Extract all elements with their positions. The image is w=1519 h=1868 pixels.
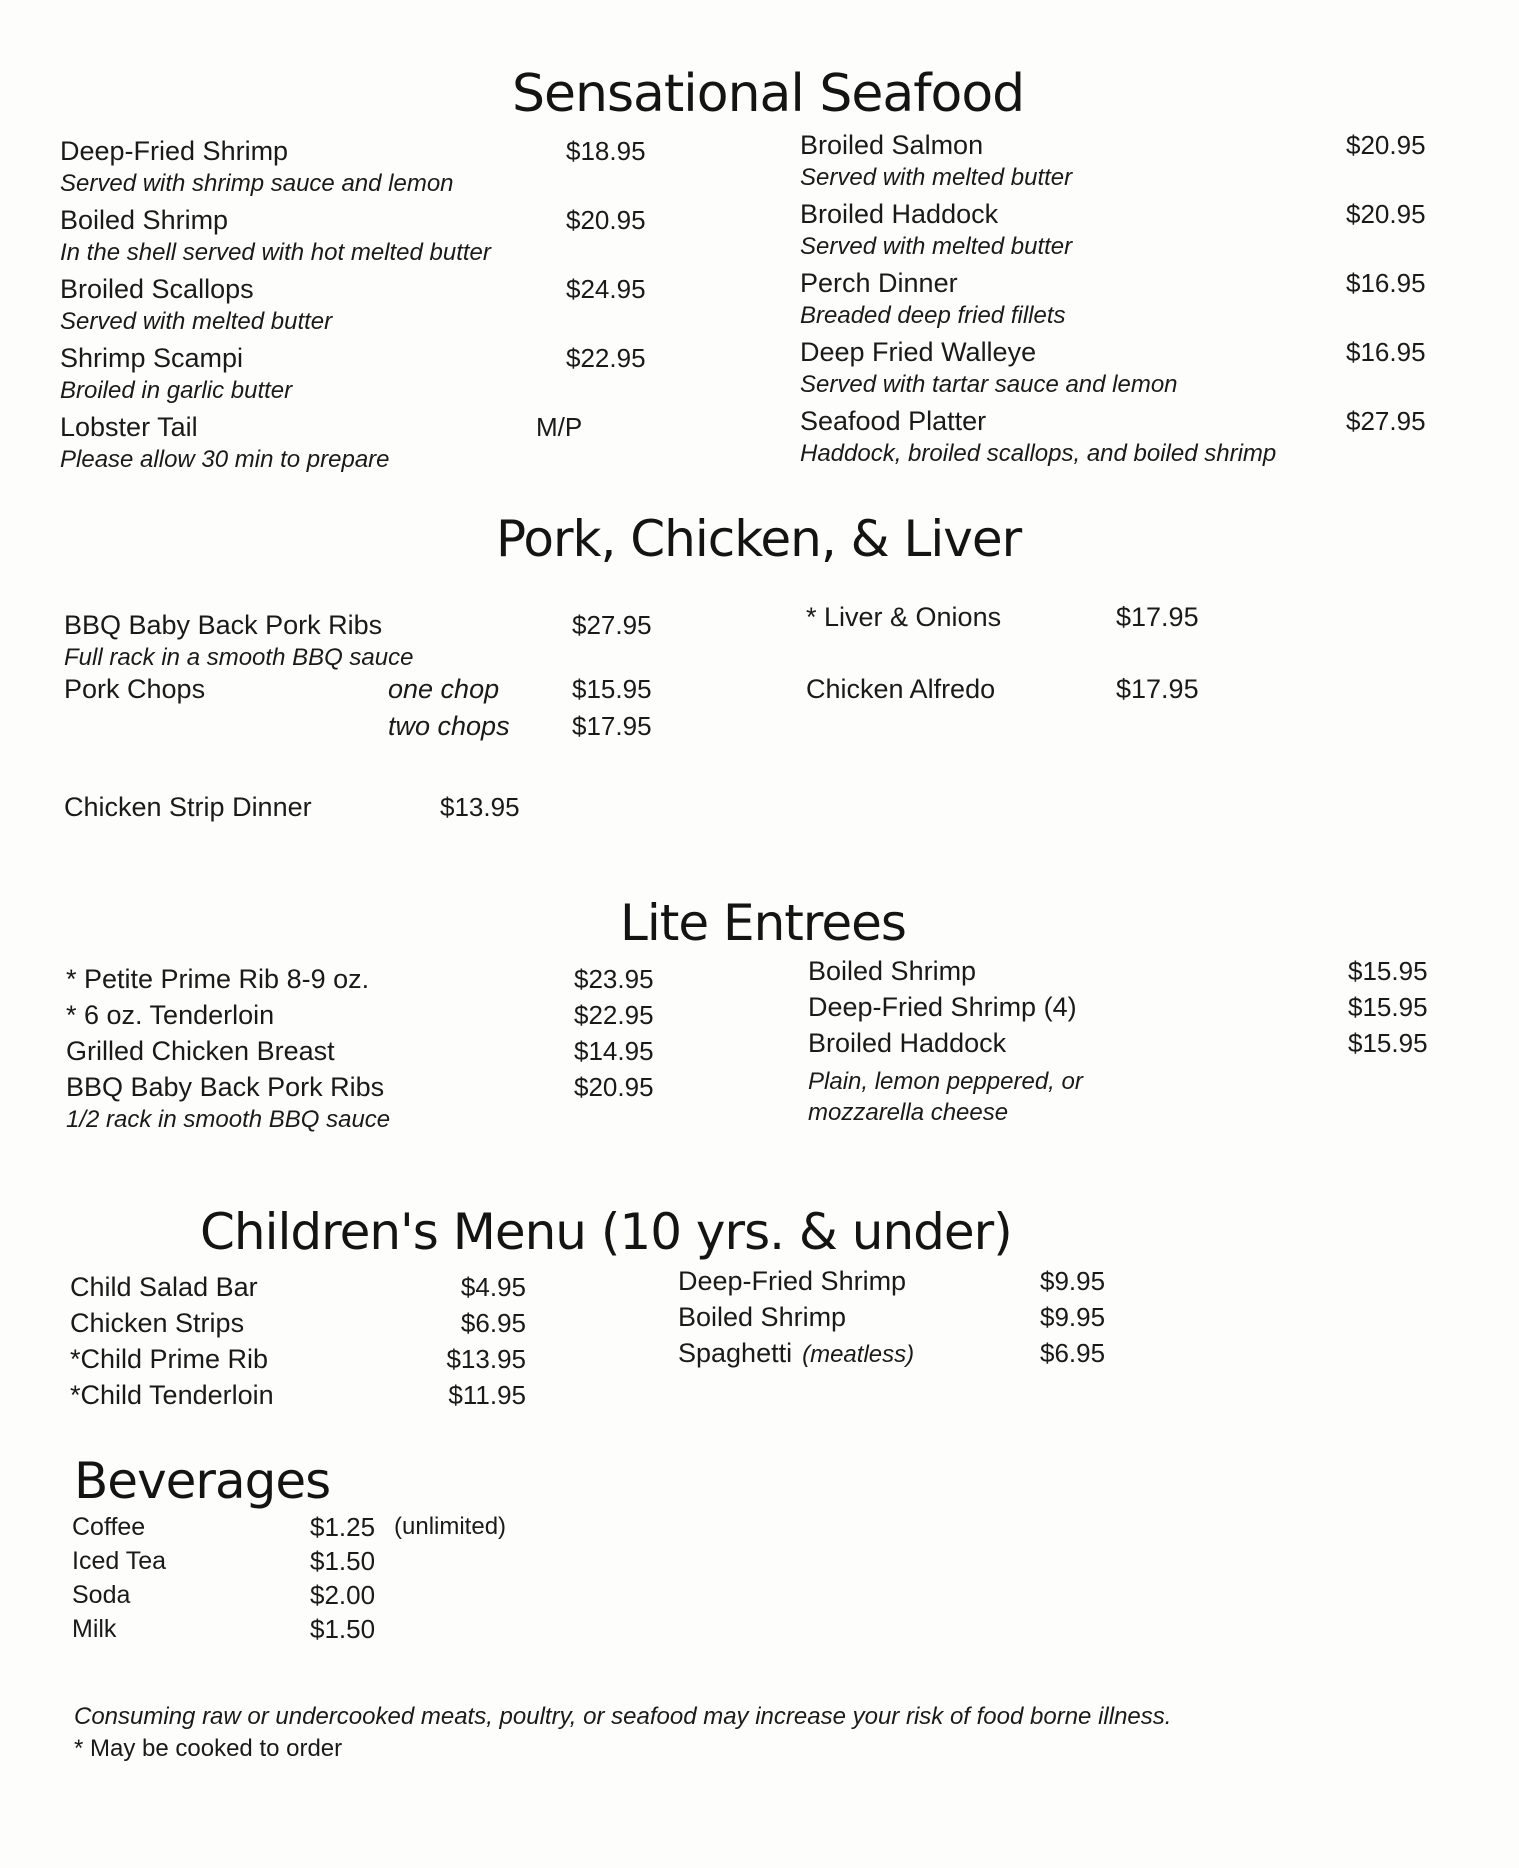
beverages-list <box>72 1510 572 1646</box>
item-name: Perch Dinner <box>800 268 958 298</box>
item-price: $1.50 <box>310 1546 376 1576</box>
item-variant-row <box>64 709 684 746</box>
item-name: Pork Chops <box>64 674 206 704</box>
menu-item <box>806 672 1306 744</box>
item-name: Iced Tea <box>72 1547 167 1575</box>
item-price: $15.95 <box>572 674 652 704</box>
menu-item <box>64 608 684 672</box>
item-price: $13.95 <box>440 792 520 822</box>
pork-heading: Pork, Chicken, & Liver <box>496 510 1022 568</box>
item-description: Please allow 30 min to prepare <box>60 446 390 473</box>
item-name: *Child Prime Rib <box>70 1344 269 1374</box>
item-name: Milk <box>72 1615 117 1643</box>
item-price: $17.95 <box>572 711 652 741</box>
item-name: Broiled Scallops <box>60 274 254 304</box>
item-name: Broiled Haddock <box>800 199 999 229</box>
item-note: (meatless) <box>802 1341 915 1368</box>
item-price: $11.95 <box>448 1380 526 1410</box>
item-description: Served with melted butter <box>800 233 1073 260</box>
item-price: $20.95 <box>574 1072 654 1102</box>
menu-item <box>64 790 664 824</box>
item-name: BBQ Baby Back Pork Ribs <box>64 610 383 640</box>
item-price: $15.95 <box>1348 956 1428 986</box>
beverage-item <box>72 1510 572 1544</box>
item-price: $22.95 <box>566 343 646 373</box>
item-name: Boiled Shrimp <box>678 1302 847 1332</box>
menu-item <box>66 962 686 998</box>
item-price: $13.95 <box>446 1344 526 1374</box>
item-price: $17.95 <box>1116 674 1199 704</box>
menu-item <box>66 1034 686 1070</box>
pork-right-column <box>806 600 1306 744</box>
item-price: M/P <box>536 412 583 442</box>
item-price: $14.95 <box>574 1036 654 1066</box>
menu-item <box>808 990 1448 1026</box>
seafood-left-column <box>60 134 700 479</box>
item-name: Deep-Fried Shrimp <box>678 1266 907 1296</box>
beverages-heading: Beverages <box>74 1452 331 1510</box>
beverage-item <box>72 1544 572 1578</box>
item-description: Served with melted butter <box>800 164 1073 191</box>
menu-item <box>70 1270 526 1306</box>
item-name: Deep-Fried Shrimp (4) <box>808 992 1077 1022</box>
menu-item <box>66 998 686 1034</box>
cooked-to-order-note: * May be cooked to order <box>74 1735 343 1762</box>
item-name: Grilled Chicken Breast <box>66 1036 335 1066</box>
menu-item <box>800 197 1440 266</box>
lite-left-column <box>66 962 686 1136</box>
item-description: Broiled in garlic butter <box>60 377 293 404</box>
item-price: $16.95 <box>1346 337 1426 367</box>
children-right-column <box>678 1264 1112 1372</box>
menu-item <box>70 1306 526 1342</box>
item-name: Chicken Strip Dinner <box>64 792 312 822</box>
item-name: Deep-Fried Shrimp <box>60 136 289 166</box>
item-description: Haddock, broiled scallops, and boiled shrimp <box>800 440 1277 467</box>
menu-item <box>60 341 700 410</box>
menu-item <box>808 954 1448 990</box>
item-price: $9.95 <box>1040 1266 1106 1296</box>
footer-notes <box>74 1700 1374 1764</box>
item-name: Deep Fried Walleye <box>800 337 1037 367</box>
item-description: mozzarella cheese <box>808 1099 1009 1126</box>
beverage-item <box>72 1612 572 1646</box>
seafood-right-column <box>800 128 1440 473</box>
item-price: $18.95 <box>566 136 646 166</box>
menu-item <box>808 1026 1448 1062</box>
item-name: Broiled Haddock <box>808 1028 1007 1058</box>
item-description: Breaded deep fried fillets <box>800 302 1066 329</box>
item-price: $1.50 <box>310 1614 376 1644</box>
item-price: $9.95 <box>1040 1302 1106 1332</box>
item-name: *Child Tenderloin <box>70 1380 274 1410</box>
menu-item <box>70 1378 526 1414</box>
pork-strip-row <box>64 790 664 824</box>
item-price: $27.95 <box>572 610 652 640</box>
menu-item <box>678 1336 1112 1372</box>
item-price: $6.95 <box>460 1308 526 1338</box>
menu-item <box>60 134 700 203</box>
menu-item <box>678 1264 1112 1300</box>
item-name: Spaghetti <box>678 1338 793 1368</box>
item-name: Shrimp Scampi <box>60 343 244 373</box>
menu-item <box>800 404 1440 473</box>
seafood-heading: Sensational Seafood <box>512 64 1025 124</box>
item-price: $22.95 <box>574 1000 654 1030</box>
menu-item <box>678 1300 1112 1336</box>
item-description: Full rack in a smooth BBQ sauce <box>64 644 414 671</box>
children-heading: Children's Menu (10 yrs. & under) <box>200 1203 1012 1261</box>
item-name: Seafood Platter <box>800 406 987 436</box>
children-left-column <box>70 1270 526 1414</box>
item-price: $2.00 <box>310 1580 376 1610</box>
menu-item <box>800 266 1440 335</box>
item-name: BBQ Baby Back Pork Ribs <box>66 1072 385 1102</box>
item-price: $6.95 <box>1040 1338 1106 1368</box>
item-price: $20.95 <box>1346 130 1426 160</box>
item-price: $15.95 <box>1348 992 1428 1022</box>
item-price: $20.95 <box>1346 199 1426 229</box>
item-description: Served with shrimp sauce and lemon <box>60 170 454 197</box>
menu-item <box>66 1070 686 1136</box>
item-price: $15.95 <box>1348 1028 1428 1058</box>
item-note: (unlimited) <box>394 1513 507 1540</box>
menu-item <box>64 672 684 709</box>
item-name: * 6 oz. Tenderloin <box>66 1000 275 1030</box>
item-variant: one chop <box>388 674 500 704</box>
item-name: Child Salad Bar <box>70 1272 258 1302</box>
menu-item <box>60 203 700 272</box>
item-name: Boiled Shrimp <box>808 956 977 986</box>
item-price: $20.95 <box>566 205 646 235</box>
item-description: 1/2 rack in smooth BBQ sauce <box>66 1106 391 1133</box>
item-price: $23.95 <box>574 964 654 994</box>
item-name: Coffee <box>72 1513 146 1541</box>
item-name: Lobster Tail <box>60 412 198 442</box>
item-price: $24.95 <box>566 274 646 304</box>
item-description: Served with melted butter <box>60 308 333 335</box>
item-name: Soda <box>72 1581 131 1609</box>
pork-left-column <box>64 608 684 746</box>
item-price: $17.95 <box>1116 602 1199 632</box>
menu-item <box>60 272 700 341</box>
menu-item <box>70 1342 526 1378</box>
item-name: Boiled Shrimp <box>60 205 229 235</box>
food-safety-warning: Consuming raw or undercooked meats, poultry, or seafood may increase your risk of food borne illness. <box>74 1703 1172 1730</box>
item-description: In the shell served with hot melted butter <box>60 239 491 266</box>
item-description: Served with tartar sauce and lemon <box>800 371 1178 398</box>
item-name: Broiled Salmon <box>800 130 984 160</box>
item-price: $1.25 <box>310 1512 376 1542</box>
item-variant: two chops <box>388 711 510 741</box>
menu-item <box>806 600 1306 672</box>
item-name: * Petite Prime Rib 8-9 oz. <box>66 964 370 994</box>
lite-right-column <box>808 954 1448 1128</box>
beverage-item <box>72 1578 572 1612</box>
lite-heading: Lite Entrees <box>620 894 906 952</box>
item-name: * Liver & Onions <box>806 602 1002 632</box>
item-name: Chicken Alfredo <box>806 674 996 704</box>
menu-item <box>800 128 1440 197</box>
item-name: Chicken Strips <box>70 1308 245 1338</box>
menu-item <box>800 335 1440 404</box>
menu-item <box>60 410 700 479</box>
item-price: $4.95 <box>460 1272 526 1302</box>
item-price: $27.95 <box>1346 406 1426 436</box>
item-description: Plain, lemon peppered, or <box>808 1068 1083 1095</box>
item-price: $16.95 <box>1346 268 1426 298</box>
